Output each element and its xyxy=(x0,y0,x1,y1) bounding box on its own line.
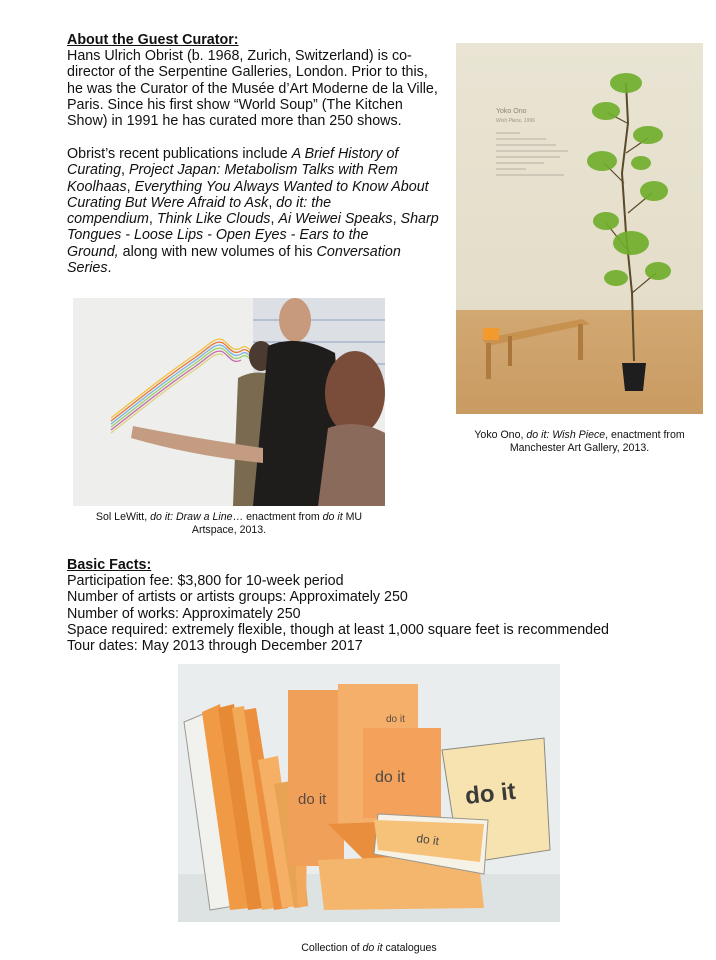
italic-text: compendium xyxy=(67,211,149,228)
bio-line xyxy=(67,97,447,113)
text: , xyxy=(270,211,279,228)
bio-line xyxy=(67,64,447,80)
tree xyxy=(587,73,671,391)
cover-text-1: do it xyxy=(298,791,327,808)
caption-line xyxy=(456,429,703,442)
wall-label-title: Yoko Ono xyxy=(496,108,527,115)
text: he was the Curator of the Musée d’Art Moderne de la Ville, xyxy=(67,80,438,97)
italic-text: Think Like Clouds xyxy=(156,211,271,228)
catalogues-caption xyxy=(178,942,560,955)
italic-text: do it xyxy=(322,511,343,523)
italic-text: Curating But Were Afraid to Ask xyxy=(67,194,269,211)
text: catalogues xyxy=(382,942,437,954)
publications-line xyxy=(67,195,447,211)
curator-bio xyxy=(67,48,447,129)
publications-line xyxy=(67,244,447,260)
wish-piece-photo xyxy=(456,43,703,414)
text: Manchester Art Gallery, 2013. xyxy=(509,442,650,454)
publications-line xyxy=(67,227,447,243)
italic-text: Project Japan: Metabolism Talks with Rem xyxy=(129,162,398,179)
caption-line xyxy=(73,524,385,537)
text: … enactment from xyxy=(232,511,323,523)
cover-text-4: do it xyxy=(463,777,518,810)
draw-a-line-illustration xyxy=(73,298,385,506)
bench xyxy=(482,319,590,379)
text: Collection of xyxy=(301,942,363,954)
publications-line xyxy=(67,260,447,276)
text: Artspace, 2013. xyxy=(191,524,267,536)
fact-line: Space required: extremely flexible, though at least 1,000 square feet is recommended xyxy=(67,621,610,638)
fact-line: Number of works: Approximately 250 xyxy=(67,605,301,622)
text: . xyxy=(107,260,112,277)
italic-text: Ground, xyxy=(67,243,119,260)
fact-line: Number of artists or artists groups: Approximately 250 xyxy=(67,589,408,606)
italic-text: do it: Draw a Line xyxy=(150,511,233,523)
italic-text: Conversation xyxy=(316,243,401,260)
wall-text-lines xyxy=(496,133,568,175)
draw-a-line-caption xyxy=(73,511,385,537)
text: , xyxy=(126,178,135,195)
text: , xyxy=(392,211,401,228)
text: Obrist’s recent publications include xyxy=(67,146,292,162)
cover-text-5: do it xyxy=(415,831,440,849)
fact-line: Participation fee: $3,800 for 10-week period xyxy=(67,573,344,589)
text: MU xyxy=(342,511,363,523)
curator-publications xyxy=(67,146,447,276)
text: , xyxy=(121,162,129,179)
italic-text: A Brief History of xyxy=(291,146,399,162)
wish-piece-caption xyxy=(456,429,703,455)
italic-text: Tongues - Loose Lips - Open Eyes - Ears to the xyxy=(67,227,369,244)
cover-text-3: do it xyxy=(375,769,406,786)
bio-line xyxy=(67,48,447,64)
cover-do-it-1 xyxy=(288,690,344,866)
text: Show) in 1991 he has curated more than 250 shows. xyxy=(67,113,402,130)
plant-pot xyxy=(622,363,646,391)
italic-text: Curating xyxy=(67,162,122,179)
text: Yoko Ono, xyxy=(474,429,527,441)
publications-line xyxy=(67,162,447,178)
draw-a-line-photo xyxy=(73,298,385,506)
text: , xyxy=(148,211,157,228)
italic-text: do it xyxy=(362,942,383,954)
italic-text: Sharp xyxy=(400,211,439,228)
publications-line xyxy=(67,146,447,162)
cover-text-2: do it xyxy=(386,714,405,725)
wish-piece-illustration xyxy=(456,43,703,414)
italic-text: Koolhaas xyxy=(67,178,127,195)
catalogues-illustration xyxy=(178,664,560,922)
facts-heading: Basic Facts: xyxy=(67,557,152,573)
caption-line xyxy=(73,511,385,524)
publications-line xyxy=(67,179,447,195)
wall-label-subtitle: Wish Piece, 1996 xyxy=(496,118,535,124)
text: Paris. Since his first show “World Soup” (The Kitchen xyxy=(67,96,403,113)
caption-line xyxy=(456,442,703,455)
text: Sol LeWitt, xyxy=(95,511,151,523)
text: director of the Serpentine Galleries, London. Prior to this, xyxy=(67,64,428,81)
publications-line xyxy=(67,211,447,227)
italic-text: Series xyxy=(67,260,108,277)
fact-line: Tour dates: May 2013 through December 2017 xyxy=(67,638,363,655)
text: Hans Ulrich Obrist (b. 1968, Zurich, Switzerland) is co- xyxy=(67,48,412,64)
curator-heading: About the Guest Curator: xyxy=(67,32,239,48)
bio-line xyxy=(67,81,447,97)
italic-text: do it: Wish Piece xyxy=(526,429,606,441)
facts-list xyxy=(67,573,687,654)
text: , xyxy=(268,194,277,211)
italic-text: Everything You Always Wanted to Know About xyxy=(134,178,429,195)
bio-line xyxy=(67,113,447,129)
catalogues-photo xyxy=(178,664,560,922)
caption-line xyxy=(178,942,560,955)
text: , enactment from xyxy=(605,429,685,441)
italic-text: Ai Weiwei Speaks xyxy=(278,211,393,228)
italic-text: do it: the xyxy=(276,194,332,211)
text: along with new volumes of his xyxy=(118,243,317,260)
